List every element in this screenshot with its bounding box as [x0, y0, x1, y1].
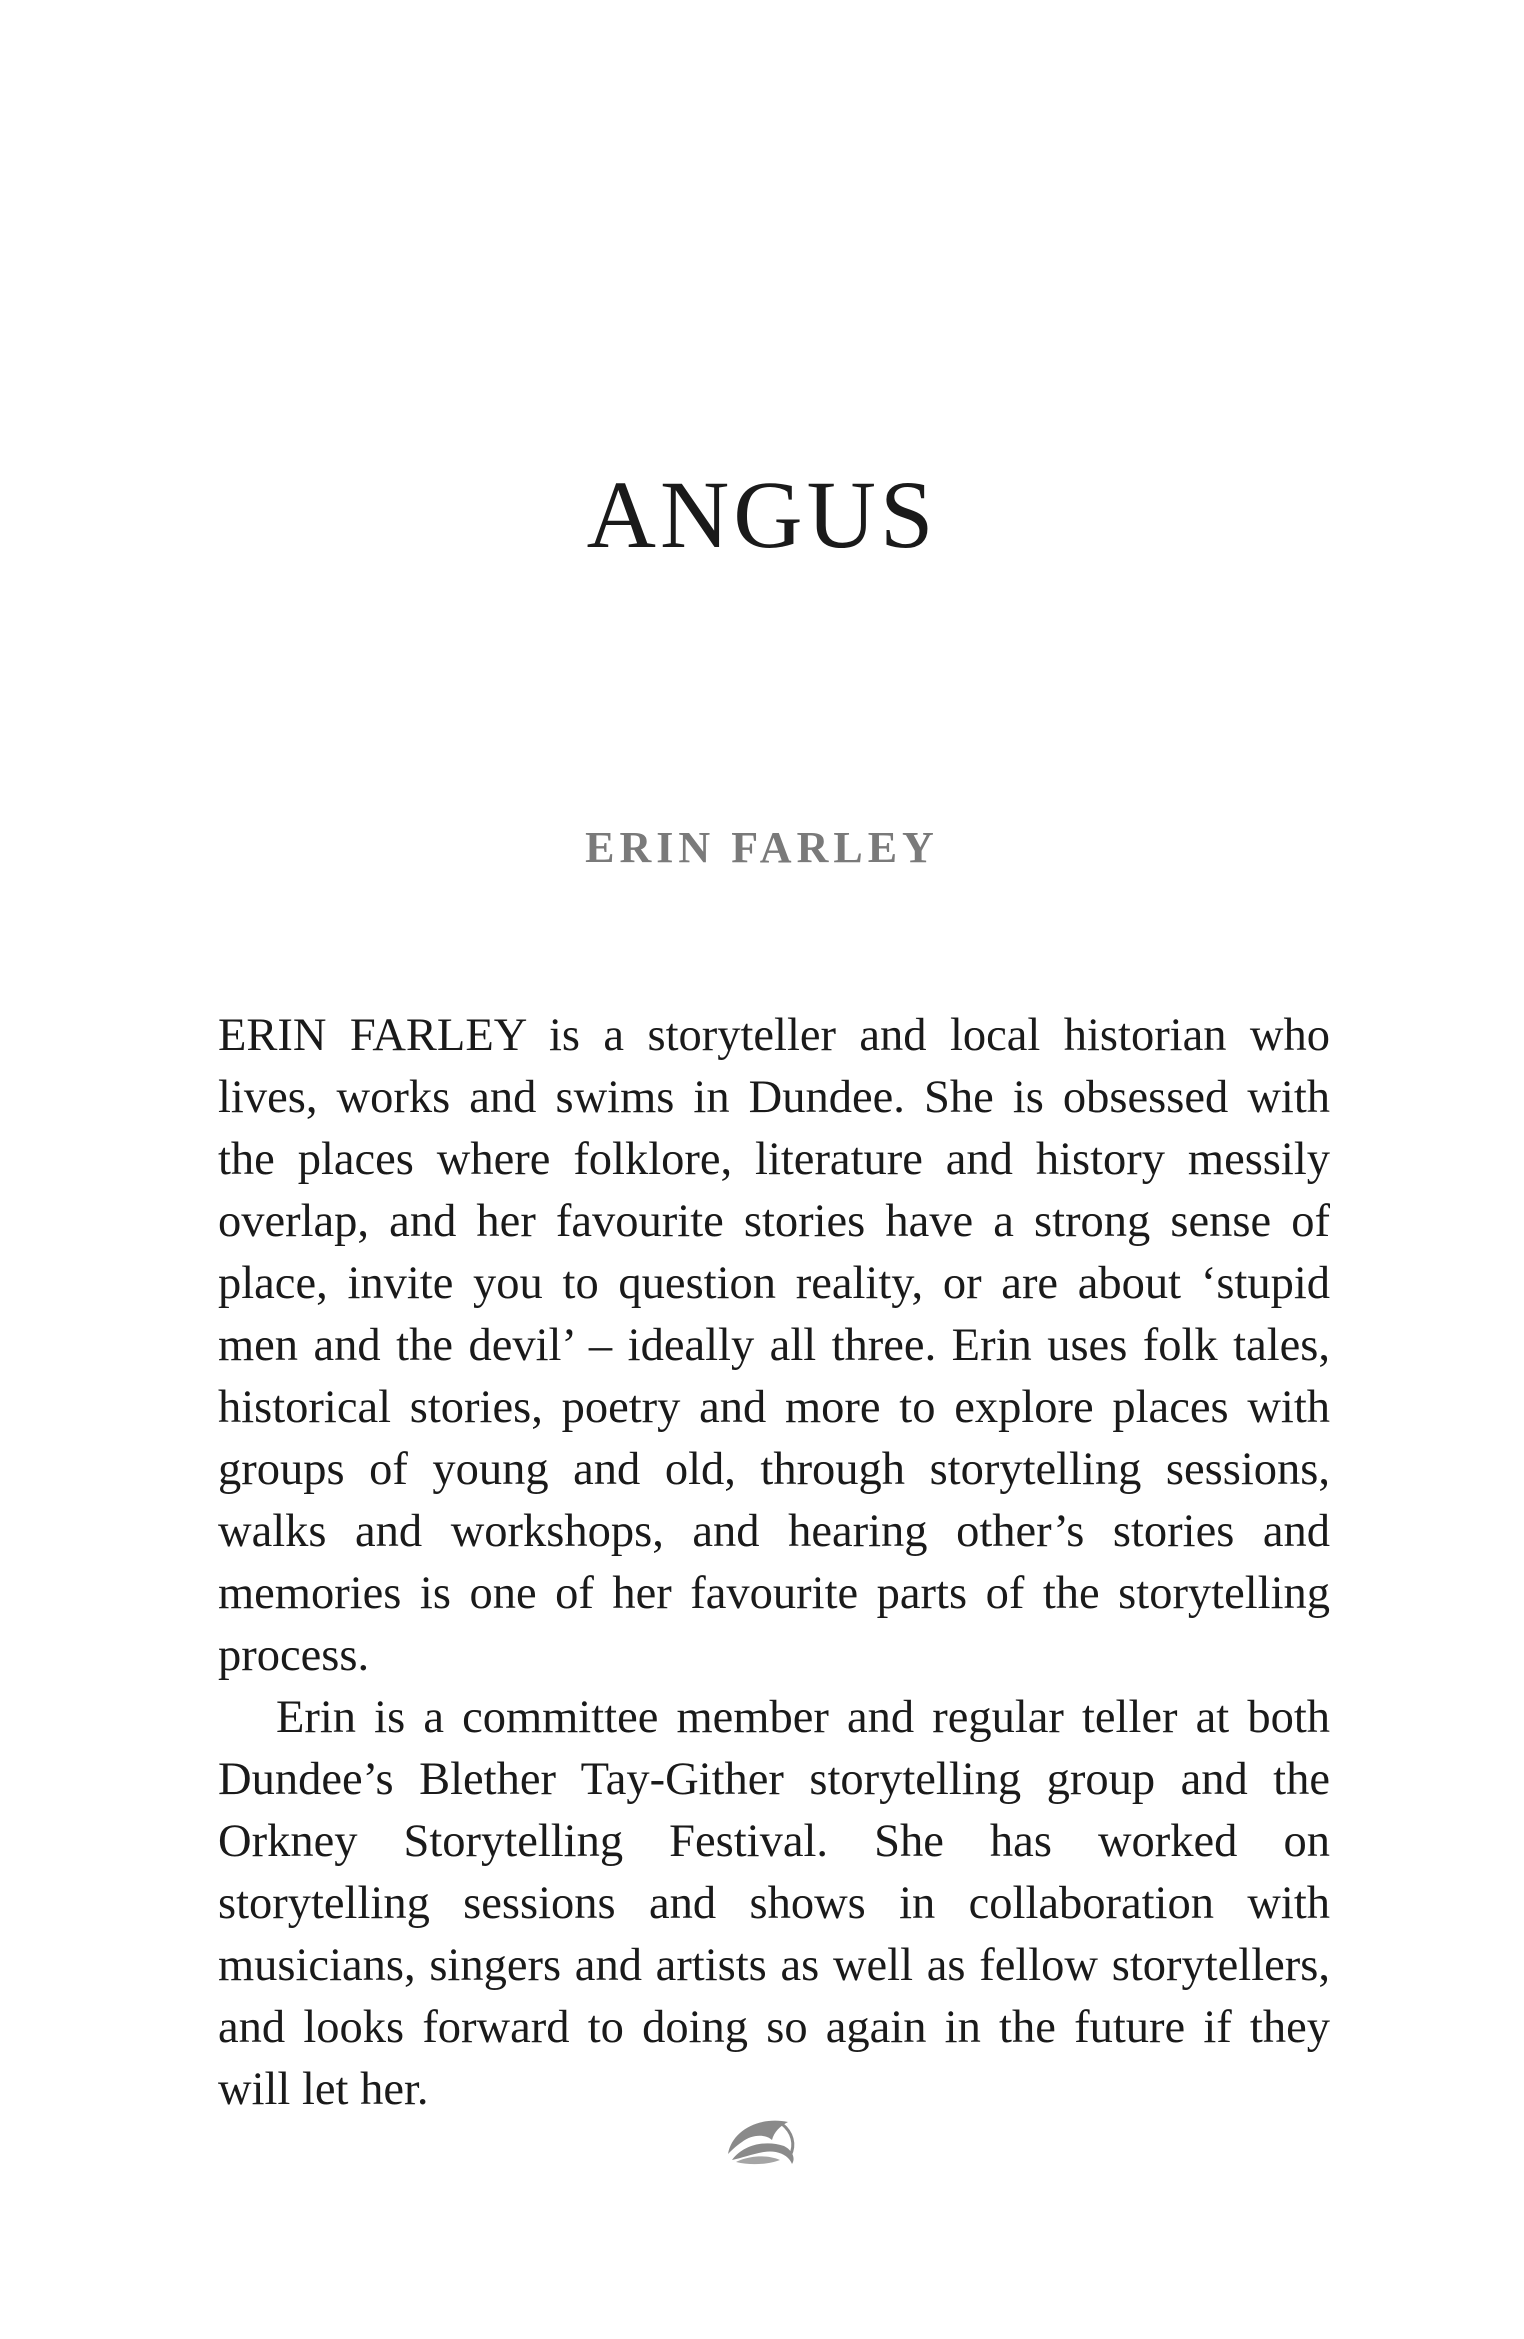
author-name: ERIN FARLEY: [585, 823, 939, 872]
bio-paragraph-2: Erin is a committee member and regular teller at both Dundee’s Blether Tay-Gither storytelling group and the Orkney Storytelling Festival. She has worked on storytelling sessions and shows in collaboration with musicians, singers and artists as well as fellow storytellers, and looks forward to doing so again in the future if they will let her.: [218, 1692, 1330, 2115]
leaf-ornament-icon: [722, 2110, 802, 2172]
author-biography: [218, 1005, 1330, 2121]
chapter-title: ANGUS: [586, 461, 938, 568]
bio-paragraph-1: ERIN FARLEY is a storyteller and local historian who lives, works and swims in Dundee. She is obsessed with the places where folklore, literature and history messily overlap, and her favourite stories have a strong sense of place, invite you to question reality, or are about ‘stupid men and the devil’ – ideally all three. Erin uses folk tales, historical stories, poetry and more to explore places with groups of young and old, through storytelling sessions, walks and workshops, and hearing other’s stories and memories is one of her favourite parts of the storytelling process.: [218, 1010, 1330, 1681]
